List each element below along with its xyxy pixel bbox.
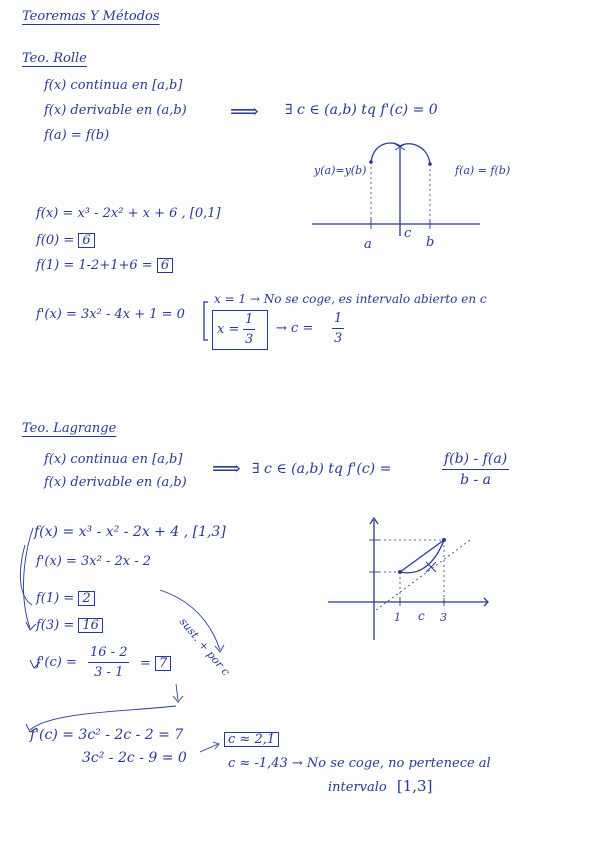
rolle-root-2-num: 1	[243, 313, 255, 330]
lag-secant	[400, 540, 444, 572]
rolle-heading: Teo. Rolle	[22, 51, 87, 66]
rolle-f1-lhs: f(1) = 1-2+1+6 =	[36, 258, 153, 273]
rolle-hyp-3: f(a) = f(b)	[44, 128, 110, 143]
lagrange-conclusion-frac	[442, 452, 509, 487]
lagrange-conclusion: ∃ c ∈ (a,b) tq f'(c) =	[252, 461, 392, 477]
lagrange-fc-den: 3 - 1	[94, 665, 124, 680]
lagrange-eq-1: f'(c) = 3c² - 2c - 2 = 7	[30, 727, 184, 743]
rolle-f1-value: 6	[157, 258, 173, 273]
lagrange-graph	[328, 518, 488, 640]
lag-point-3	[442, 538, 446, 542]
rolle-f0	[36, 233, 95, 248]
rolle-implies-arrow: ⟹	[230, 99, 259, 123]
roots-bracket	[204, 302, 208, 340]
lagrange-c2-line2	[328, 779, 432, 794]
lagrange-eq-2: 3c² - 2c - 9 = 0	[82, 750, 187, 766]
rolle-root-2-lhs: x =	[217, 322, 240, 337]
lagrange-example-f: f(x) = x³ - x² - 2x + 4 , [1,3]	[34, 524, 226, 540]
lagrange-derivative: f'(x) = 3x² - 2x - 2	[36, 554, 152, 569]
lagrange-f3-lhs: f(3) =	[36, 618, 75, 633]
lagrange-hyp-1: f(x) continua en [a,b]	[44, 452, 183, 467]
lagrange-fc-frac	[88, 646, 129, 679]
lagrange-f1	[36, 591, 95, 606]
rolle-point-a	[369, 160, 373, 164]
rolle-point-b	[428, 162, 432, 166]
page-title: Teoremas Y Métodos	[22, 9, 160, 24]
flow-arrow-left-head	[26, 622, 36, 630]
rolle-root-2-den: 3	[245, 332, 254, 347]
rolle-c-lhs: → c =	[276, 321, 314, 336]
rolle-example-f: f(x) = x³ - 2x² + x + 6 , [0,1]	[36, 206, 221, 221]
lagrange-c2-interval-word: intervalo	[328, 780, 387, 795]
lagrange-f1-lhs: f(1) =	[36, 591, 75, 606]
lagrange-c1	[224, 732, 279, 747]
flow-arrow-left	[24, 528, 33, 628]
flow-arrow-down	[176, 684, 178, 700]
lagrange-concl-den: b - a	[460, 472, 492, 488]
lagrange-fc-equals: =	[140, 656, 151, 671]
lagrange-f1-value: 2	[78, 591, 94, 606]
rolle-root-2-frac	[243, 313, 255, 346]
lag-graph-x1: 1	[394, 611, 401, 624]
rolle-derivative: f'(x) = 3x² - 4x + 1 = 0	[36, 307, 185, 322]
rolle-graph-a: a	[364, 237, 372, 252]
lagrange-heading: Teo. Lagrange	[22, 421, 117, 436]
rolle-hyp-1: f(x) continua en [a,b]	[44, 78, 183, 93]
rolle-graph	[312, 143, 480, 236]
lag-graph-xc: c	[418, 609, 425, 623]
lagrange-hyp-2: f(x) derivable en (a,b)	[44, 475, 187, 490]
rolle-hyp-2: f(x) derivable en (a,b)	[44, 103, 187, 118]
lagrange-fc-lhs: f'(c) =	[36, 655, 77, 670]
lagrange-fc-value: 7	[155, 656, 171, 671]
rolle-conclusion: ∃ c ∈ (a,b) tq f'(c) = 0	[285, 102, 438, 118]
rolle-graph-b: b	[426, 235, 435, 250]
lagrange-f3-value: 16	[78, 618, 103, 633]
lag-point-1	[398, 570, 402, 574]
rolle-graph-c: c	[404, 226, 412, 241]
rolle-f1	[36, 258, 173, 273]
rolle-root-2-box	[212, 310, 268, 350]
lagrange-f3	[36, 618, 103, 633]
rolle-graph-left-label: y(a)=y(b)	[314, 164, 367, 177]
lagrange-fc-num: 16 - 2	[88, 646, 129, 663]
lagrange-c2: c ≈ -1,43 → No se coge, no pertenece al	[228, 756, 491, 771]
rolle-c-frac	[332, 312, 344, 345]
lagrange-c2-interval: [1,3]	[396, 777, 433, 795]
rolle-f0-value: 6	[78, 233, 94, 248]
lagrange-implies-arrow: ⟹	[212, 456, 241, 480]
rolle-root-1: x = 1 → No se coge, es intervalo abierto en c	[214, 292, 487, 306]
lag-tangent	[376, 540, 470, 610]
rolle-c-den: 3	[334, 331, 343, 346]
lagrange-subst-note: sust. + por c	[176, 615, 233, 679]
lag-c-mark	[426, 562, 436, 572]
lagrange-fc-eq	[140, 656, 171, 671]
lagrange-c1-value: c ≈ 2,1	[224, 732, 279, 747]
rolle-graph-right-label: f(a) = f(b)	[455, 164, 511, 177]
rolle-f0-lhs: f(0) =	[36, 233, 75, 248]
lag-graph-x3: 3	[440, 611, 447, 624]
rolle-c-num: 1	[332, 312, 344, 329]
lagrange-concl-num: f(b) - f(a)	[442, 452, 509, 470]
